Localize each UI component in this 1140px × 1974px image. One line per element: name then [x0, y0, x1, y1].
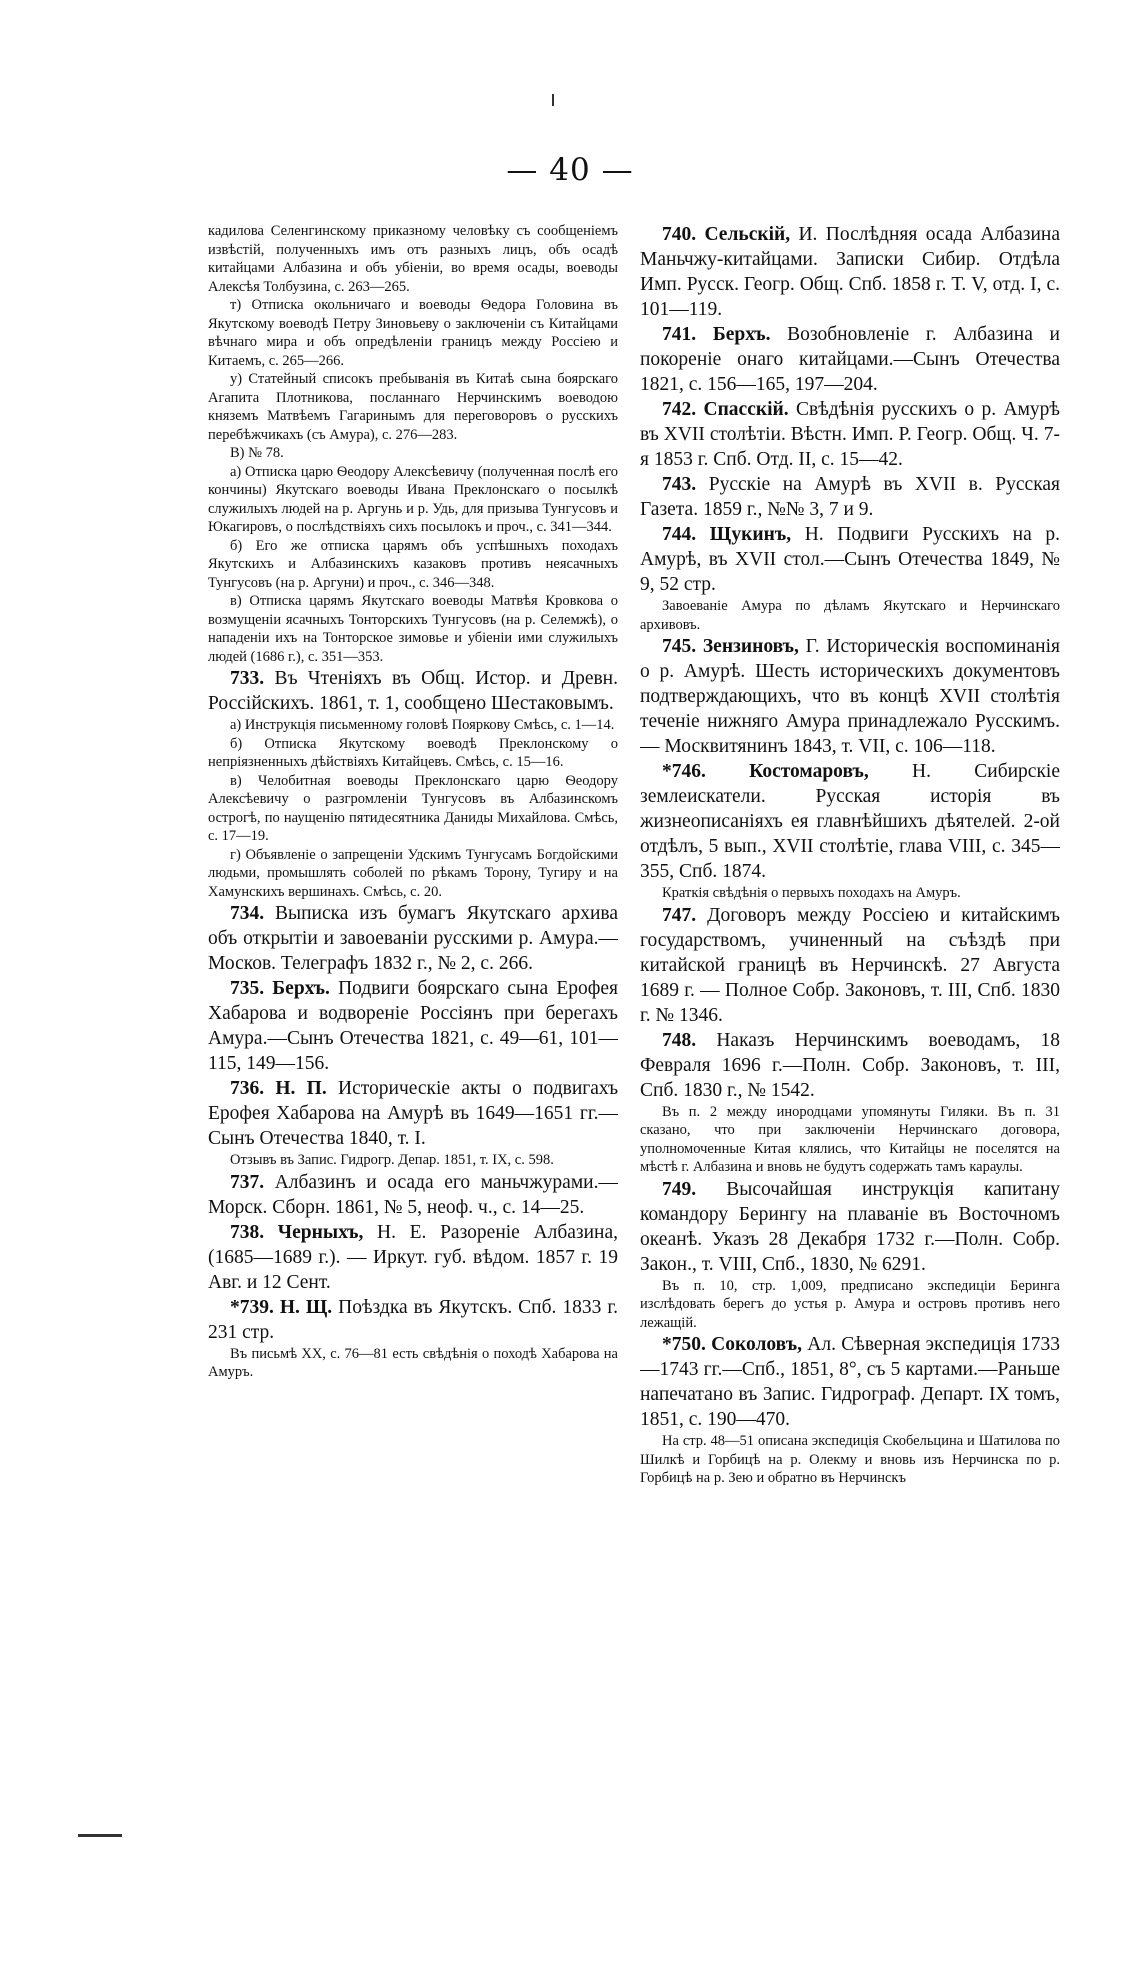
entry-text: Высочайшая инструкція капитану командору Берингу на плаваніе въ Восточномъ океанѣ. Указъ 28 Декабря 1732 г.—Полн. Собр. Закон., т. VIII, Спб., 1830, № 6291. [640, 1178, 1060, 1275]
entry-text: Свѣдѣнія русскихъ о р. Амурѣ въ XVII столѣтіи. Вѣстн. Имп. Р. Геогр. Общ. Ч. 7-я 1853 г. Спб. Отд. II, с. 15—42. [640, 399, 1060, 470]
entry-number: 747. [662, 904, 697, 926]
bibliography-entry [640, 634, 1060, 759]
margin-mark [552, 94, 554, 106]
entry-annotation: в) Челобитная воеводы Преклонскаго царю Ѳеодору Алексѣевичу о разгромленіи Тунгусовъ въ Албазинскомъ острогѣ, по наущенію пятидесятника Даниды Михайлова. Смѣсь, с. 17—19. [208, 772, 618, 844]
entry-annotation: г) Объявленіе о запрещеніи Удскимъ Тунгусамъ Богдойскими людьми, промышлять соболей по рѣкамъ Торону, Тугиру и на Хамунскихъ вершинахъ. Смѣсь, с. 20. [208, 846, 618, 900]
bibliography-entry [208, 666, 618, 716]
entry-text: Ал. Сѣверная экспедиція 1733—1743 гг.—Спб., 1851, 8°, съ 5 картами.—Раньше напечатано въ Запис. Гидрограф. Департ. IX томъ, 1851, с. 190—470. [640, 1334, 1060, 1430]
entry-annotation: в) Отписка царямъ Якутскаго воеводы Матвѣя Кровкова о возмущеніи ясачныхъ Тонторскихъ Тунгусовъ (на р. Селемжѣ), о нападеніи ихъ на Тонторское зимовье и убіеніи ими служилыхъ людей (1686 г.), с. 351—353. [208, 593, 618, 665]
entry-number: 740. [662, 224, 697, 245]
entry-author: Н. П. [275, 1078, 327, 1099]
entry-annotation: Въ п. 2 между инородцами упомянуты Гиляки. Въ п. 31 сказано, что при заключеніи Нерчинскаго договора, уполномоченные Китая клялись, что Китайцы не поселятся на мѣстѣ г. Албазина и вновь не будутъ содержать тамъ караулы. [640, 1103, 1060, 1175]
entry-number: 749. [662, 1178, 697, 1200]
entry-annotation: Отзывъ въ Запис. Гидрогр. Депар. 1851, т. IX, с. 598. [230, 1152, 554, 1168]
entry-author: Сельскій, [704, 224, 791, 245]
entry-author: Зензиновъ, [702, 636, 799, 657]
bibliography-entry [640, 522, 1060, 597]
entry-number: 745. [662, 636, 697, 657]
entry-number: 744. [662, 524, 697, 545]
entry-annotation: б) Его же отписка царямъ объ успѣшныхъ походахъ Якутскихъ и Албазинскихъ казаковъ противъ неясачныхъ Тунгусовъ (на р. Аргуни) и проч., с. 346—348. [208, 537, 618, 591]
entry-text: Н. Сибирскіе землеискатели. Русская исторія въ жизнеописаніяхъ ея главнѣйшихъ дѣятелей. 2-ой отдѣлъ, 5 вып., XVII столѣтіе, глава VIII, с. 345—355, Спб. 1874. [640, 761, 1060, 882]
entry-text: Наказъ Нерчинскимъ воеводамъ, 18 Февраля 1696 г.—Полн. Собр. Законовъ, т. III, Спб. 1830 г., № 1542. [640, 1029, 1060, 1101]
entry-text: Историческіе акты о подвигахъ Ерофея Хабарова на Амурѣ въ 1649—1651 гг.—Сынъ Отечества 1840, т. I. [208, 1078, 618, 1149]
bibliography-entry [640, 1332, 1060, 1432]
entry-text: Н. Е. Разореніе Албазина, (1685—1689 г.). — Иркут. губ. вѣдом. 1857 г. 19 Авг. и 12 Сент. [208, 1221, 618, 1293]
entry-number: 741. [662, 324, 697, 345]
entry-text: Подвиги боярскаго сына Ерофея Хабарова и водвореніе Россіянъ при берегахъ Амура.—Сынъ Отечества 1821, с. 49—61, 101—115, 149—156. [208, 978, 618, 1074]
entry-annotation: Въ п. 10, стр. 1,009, предписано экспедиціи Беринга изслѣдовать берегъ до устья р. Амура и островъ противъ него лежащій. [640, 1277, 1060, 1331]
entry-annotation: а) Отписка царю Ѳеодору Алексѣевичу (полученная послѣ его кончины) Якутскаго воеводы Ивана Преклонскаго о посылкѣ служилыхъ людей на р. Аргунь и р. Удь, для призыва Тунгусовъ и Юкагировъ, о послѣдствіяхъ сихъ посылокъ и проч., с. 341—344. [208, 463, 618, 535]
entry-text: Русскіе на Амурѣ въ XVII в. Русская Газета. 1859 г., №№ 3, 7 и 9. [640, 474, 1060, 520]
entry-author: Берхъ. [272, 978, 330, 999]
entry-text: Возобновленіе г. Албазина и покореніе онаго китайцами.—Сынъ Отечества 1821, с. 156—165, 197—204. [640, 324, 1060, 395]
entry-annotation: Краткія свѣдѣнія о первыхъ походахъ на Амуръ. [662, 885, 961, 901]
entry-number: 736. [230, 1078, 265, 1099]
entry-number: 733. [230, 668, 265, 689]
entry-author: Щукинъ, [709, 524, 792, 545]
right-column [640, 222, 1060, 1488]
entry-annotation: а) Инструкція письменному головѣ Пояркову Смѣсь, с. 1—14. [230, 717, 615, 733]
bibliography-entry [208, 1076, 618, 1151]
entry-annotation: б) Отписка Якутскому воеводѣ Преклонскому о непріязненныхъ дѣйствіяхъ Китайцевъ. Смѣсь, с. 15—16. [208, 735, 618, 770]
bibliography-entry [208, 1220, 618, 1295]
entry-number: 737. [230, 1171, 265, 1193]
bibliography-entry [640, 222, 1060, 322]
entry-number: 738. [230, 1221, 265, 1243]
entry-annotation: Въ письмѣ XX, с. 76—81 есть свѣдѣнія о походѣ Хабарова на Амуръ. [208, 1345, 618, 1380]
entry-annotation: На стр. 48—51 описана экспедиція Скобельцина и Шатилова по Шилкѣ и Горбицѣ на р. Олекму и вновь изъ Нерчинска по р. Горбицѣ на р. Зею и обратно въ Нерчинскъ [640, 1433, 1060, 1486]
bibliography-entry [208, 976, 618, 1076]
entry-author: Берхъ. [712, 324, 771, 345]
page-number: — 40 — [506, 152, 634, 188]
entry-number: *746. [662, 761, 706, 782]
entry-annotation: Завоеваніе Амура по дѣламъ Якутскаго и Нерчинскаго архивовъ. [640, 598, 1060, 633]
entry-text: Албазинъ и осада его маньчжурами.—Морск. Сборн. 1861, № 5, неоф. ч., с. 14—25. [208, 1171, 618, 1218]
entry-text: Въ Чтеніяхъ въ Общ. Истор. и Древн. Россійскихъ. 1861, т. 1, сообщено Шестаковымъ. [208, 668, 618, 714]
bibliography-entry [640, 397, 1060, 472]
entry-number: 734. [230, 903, 265, 924]
entry-text: Н. Подвиги Русскихъ на р. Амурѣ, въ XVII стол.—Сынъ Отечества 1849, № 9, 52 стр. [640, 524, 1060, 595]
entry-number: 748. [662, 1029, 697, 1051]
bibliography-entry [208, 1295, 618, 1345]
entry-annotation: у) Статейный списокъ пребыванія въ Китаѣ сына боярскаго Агапита Плотникова, посланнаго Нерчинскимъ воеводою княземъ Матвѣемъ Гагаринымъ для переговоровъ о русскихъ перебѣжчикахъ (съ Амура), с. 276—283. [208, 371, 618, 443]
entry-number: *750. [662, 1334, 706, 1355]
entry-annotation: т) Отписка окольничаго и воеводы Ѳедора Головина въ Якутскому воеводѣ Петру Зиновьеву о заключеніи съ Китайцами вѣчнаго мира и объ опредѣленіи границъ между Россіею и Китаемъ, с. 265—266. [208, 297, 618, 369]
entry-number: 743. [662, 474, 697, 495]
entry-number: *739. [230, 1296, 274, 1318]
entry-text: Г. Историческія воспоминанія о р. Амурѣ. Шесть историческихъ документовъ подтверждающихъ, что въ концѣ XVII столѣтія теченіе нижняго Амура принадлежало Русскимъ. — Москвитянинъ 1843, т. VII, с. 106—118. [640, 636, 1060, 757]
entry-number: 742. [662, 399, 697, 420]
bibliography-entry [640, 1028, 1060, 1103]
bibliography-entry [640, 472, 1060, 522]
entry-text: Выписка изъ бумагъ Якутскаго архива объ открытіи и завоеваніи русскими р. Амура.— Москов. Телеграфъ 1832 г., № 2, с. 266. [208, 903, 618, 974]
bibliography-entry [640, 759, 1060, 884]
entry-author: Соколовъ, [711, 1334, 802, 1355]
left-column [208, 222, 618, 1382]
entry-author: Спасскій. [703, 399, 789, 420]
bibliography-entry [640, 322, 1060, 397]
bibliography-entry [208, 1170, 618, 1220]
entry-text: Поѣздка въ Якутскъ. Спб. 1833 г. 231 стр. [208, 1296, 618, 1343]
entry-author: Костомаровъ, [749, 761, 869, 782]
entry-annotation: В) № 78. [230, 445, 284, 461]
entry-author: Черныхъ, [277, 1221, 364, 1243]
entry-text: И. Послѣдняя осада Албазина Маньчжу-китайцами. Записки Сибир. Отдѣла Имп. Русск. Геогр. Общ. Спб. 1858 г. Т. V, отд. I, с. 101—119. [640, 224, 1060, 320]
entry-text: Договоръ между Россіею и китайскимъ государствомъ, учиненный на съѣздѣ при китайской границѣ въ Нерчинскѣ. 27 Августа 1689 г. — Полное Собр. Законовъ, т. III, Спб. 1830 г. № 1346. [640, 904, 1060, 1026]
corner-dash [78, 1834, 122, 1837]
bibliography-entry [640, 1177, 1060, 1277]
bibliography-entry [640, 903, 1060, 1028]
entry-author: Н. Щ. [279, 1296, 333, 1318]
entry-number: 735. [230, 978, 265, 999]
entry-annotation: кадилова Селенгинскому приказному человѣку съ сообщеніемъ извѣстій, полученныхъ имъ отъ разныхъ лицъ, объ осадѣ китайцами Албазина и объ убіеніи, во время осады, воеводы Алексѣя Толбузина, с. 263—265. [208, 223, 618, 295]
bibliography-entry [208, 901, 618, 976]
